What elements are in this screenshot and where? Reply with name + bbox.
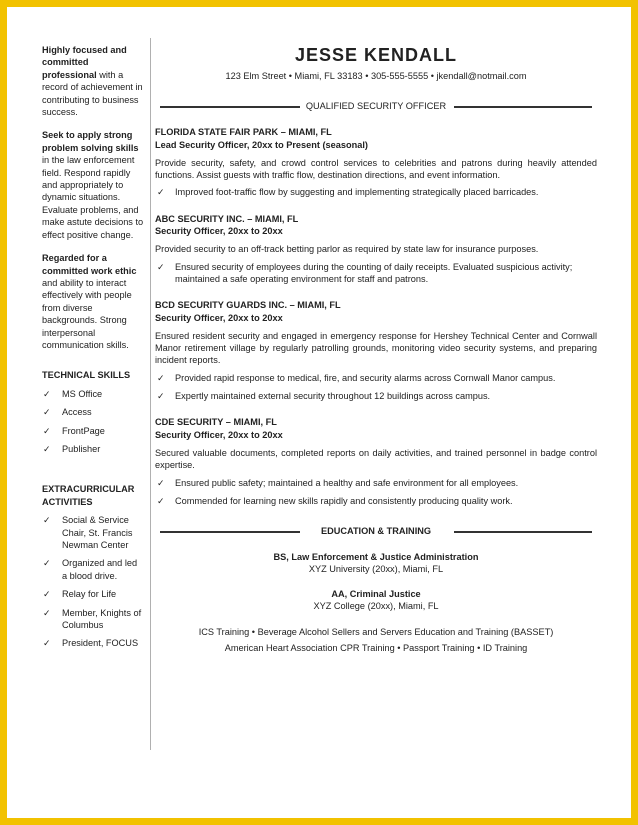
experience-section-header <box>155 100 597 112</box>
check-icon: ✓ <box>157 495 165 506</box>
job-bullets <box>155 186 597 198</box>
job-bullet <box>155 477 597 489</box>
job-title: Security Officer, 20xx to 20xx <box>155 226 283 237</box>
activity-label: Social & Service Chair, St. Francis Newman Center <box>62 515 133 550</box>
job-title: Security Officer, 20xx to 20xx <box>155 312 283 323</box>
summary-item <box>42 252 144 351</box>
skill-item <box>42 388 144 400</box>
job-bullet <box>155 495 597 507</box>
activity-item <box>42 557 144 582</box>
check-icon: ✓ <box>43 607 51 618</box>
activities-list <box>42 514 144 650</box>
degree: AA, Criminal Justice <box>331 588 421 599</box>
job-description: Provide security, safety, and crowd control services to celebrities and patrons during heavily attended functions. Assist guests with traffic flow, destination directions, and event information. <box>155 157 597 181</box>
job-bullet <box>155 186 597 198</box>
summary-item <box>42 44 144 118</box>
bullet-text: Ensured security of employees during the counting of daily receipts. Evaluated suspicious activity; maintained a safe operating environment for staff and patrons. <box>175 261 573 284</box>
summary-item <box>42 129 144 241</box>
bullet-text: Provided rapid response to medical, fire, and security alarms across Cornwall Manor campus. <box>175 372 556 383</box>
job-entry <box>155 126 597 198</box>
skill-label: Publisher <box>62 443 101 454</box>
skill-item <box>42 425 144 437</box>
activity-label: Organized and led a blood drive. <box>62 558 138 581</box>
job-employer: FLORIDA STATE FAIR PARK – MIAMI, FL <box>155 127 332 138</box>
job-entry <box>155 416 597 507</box>
activity-item <box>42 514 144 551</box>
check-icon: ✓ <box>157 187 165 198</box>
bullet-text: Ensured public safety; maintained a healthy and safe environment for all employees. <box>175 477 519 488</box>
rule-right <box>454 106 592 108</box>
summary-bold: Regarded for a committed work ethic <box>42 253 137 276</box>
activity-item <box>42 588 144 600</box>
check-icon: ✓ <box>157 372 165 383</box>
job-bullets <box>155 477 597 508</box>
summary-text: with a record of achievement in contributing to business success. <box>42 69 143 118</box>
job-bullet <box>155 372 597 384</box>
degree: BS, Law Enforcement & Justice Administration <box>273 552 479 563</box>
training-line: American Heart Association CPR Training • Passport Training • ID Training <box>224 643 528 654</box>
school: XYZ College (20xx), Miami, FL <box>313 601 439 612</box>
extracurricular-heading: EXTRACURRICULAR ACTIVITIES <box>42 484 135 507</box>
check-icon: ✓ <box>43 638 51 649</box>
activity-label: Relay for Life <box>62 589 117 600</box>
job-bullets <box>155 372 597 403</box>
job-entry <box>155 213 597 285</box>
job-bullet <box>155 261 597 286</box>
check-icon: ✓ <box>43 515 51 526</box>
education-heading: EDUCATION & TRAINING <box>320 526 432 537</box>
education-section-header <box>155 525 597 537</box>
activity-label: Member, Knights of Columbus <box>62 607 142 631</box>
bullet-text: Expertly maintained external security throughout 12 buildings across campus. <box>175 391 491 402</box>
training-list <box>155 624 597 656</box>
experience-heading: QUALIFIED SECURITY OFFICER <box>305 101 447 112</box>
check-icon: ✓ <box>43 589 51 600</box>
education-entry <box>155 551 597 576</box>
column-divider <box>150 38 151 750</box>
job-description: Secured valuable documents, completed reports on daily activities, and trained personnel in badge control expertise. <box>155 447 597 471</box>
check-icon: ✓ <box>43 388 51 399</box>
rule-right <box>454 531 592 533</box>
contact-line: 123 Elm Street • Miami, FL 33183 • 305-555-5555 • jkendall@notmail.com <box>225 71 527 81</box>
skill-item <box>42 406 144 418</box>
check-icon: ✓ <box>43 407 51 418</box>
summary-bold: Seek to apply strong problem solving skills <box>42 130 139 153</box>
job-bullets <box>155 261 597 286</box>
activity-label: President, FOCUS <box>62 638 139 649</box>
job-description: Ensured resident security and engaged in emergency response for Hershey Technical Center and Cornwall Manor retirement village by regularly patrolling grounds, monitoring video security systems, and preparing incident reports. <box>155 330 597 366</box>
job-employer: ABC SECURITY INC. – MIAMI, FL <box>155 213 299 224</box>
job-employer: CDE SECURITY – MIAMI, FL <box>155 417 277 428</box>
check-icon: ✓ <box>157 477 165 488</box>
job-employer: BCD SECURITY GUARDS INC. – MIAMI, FL <box>155 300 341 311</box>
training-line: ICS Training • Beverage Alcohol Sellers and Servers Education and Training (BASSET) <box>198 627 554 638</box>
skill-label: Access <box>62 407 92 418</box>
skill-item <box>42 443 144 455</box>
skill-label: MS Office <box>62 388 103 399</box>
technical-skills-heading: TECHNICAL SKILLS <box>42 370 131 381</box>
job-description: Provided security to an off-track betting parlor as required by state law for insurance purposes. <box>155 244 539 255</box>
activity-item <box>42 607 144 632</box>
summary-bold: Highly focused and committed professional <box>42 45 127 80</box>
sidebar <box>42 44 144 656</box>
job-title: Security Officer, 20xx to 20xx <box>155 429 283 440</box>
check-icon: ✓ <box>43 558 51 569</box>
main-content <box>155 44 597 656</box>
technical-skills-list <box>42 388 144 456</box>
bullet-text: Commended for learning new skills rapidly and consistently producing quality work. <box>175 495 513 506</box>
check-icon: ✓ <box>157 261 165 272</box>
bullet-text: Improved foot-traffic flow by suggesting and implementing strategically placed barricades. <box>175 187 539 198</box>
summary-text: in the law enforcement field. Respond rapidly and appropriately to dynamic situations. Evaluate problems, and make astute decisions to effect positive change. <box>42 155 144 240</box>
candidate-name: JESSE KENDALL <box>294 45 458 65</box>
activity-item <box>42 637 144 649</box>
school: XYZ University (20xx), Miami, FL <box>308 564 444 575</box>
job-title: Lead Security Officer, 20xx to Present (seasonal) <box>155 139 368 150</box>
summary-text: and ability to interact effectively with people from diverse backgrounds. Strong interpersonal communication skills. <box>42 277 132 350</box>
check-icon: ✓ <box>43 443 51 454</box>
job-entry <box>155 299 597 402</box>
education-entry <box>155 588 597 613</box>
check-icon: ✓ <box>157 391 165 402</box>
job-bullet <box>155 390 597 402</box>
check-icon: ✓ <box>43 425 51 436</box>
skill-label: FrontPage <box>62 425 105 436</box>
